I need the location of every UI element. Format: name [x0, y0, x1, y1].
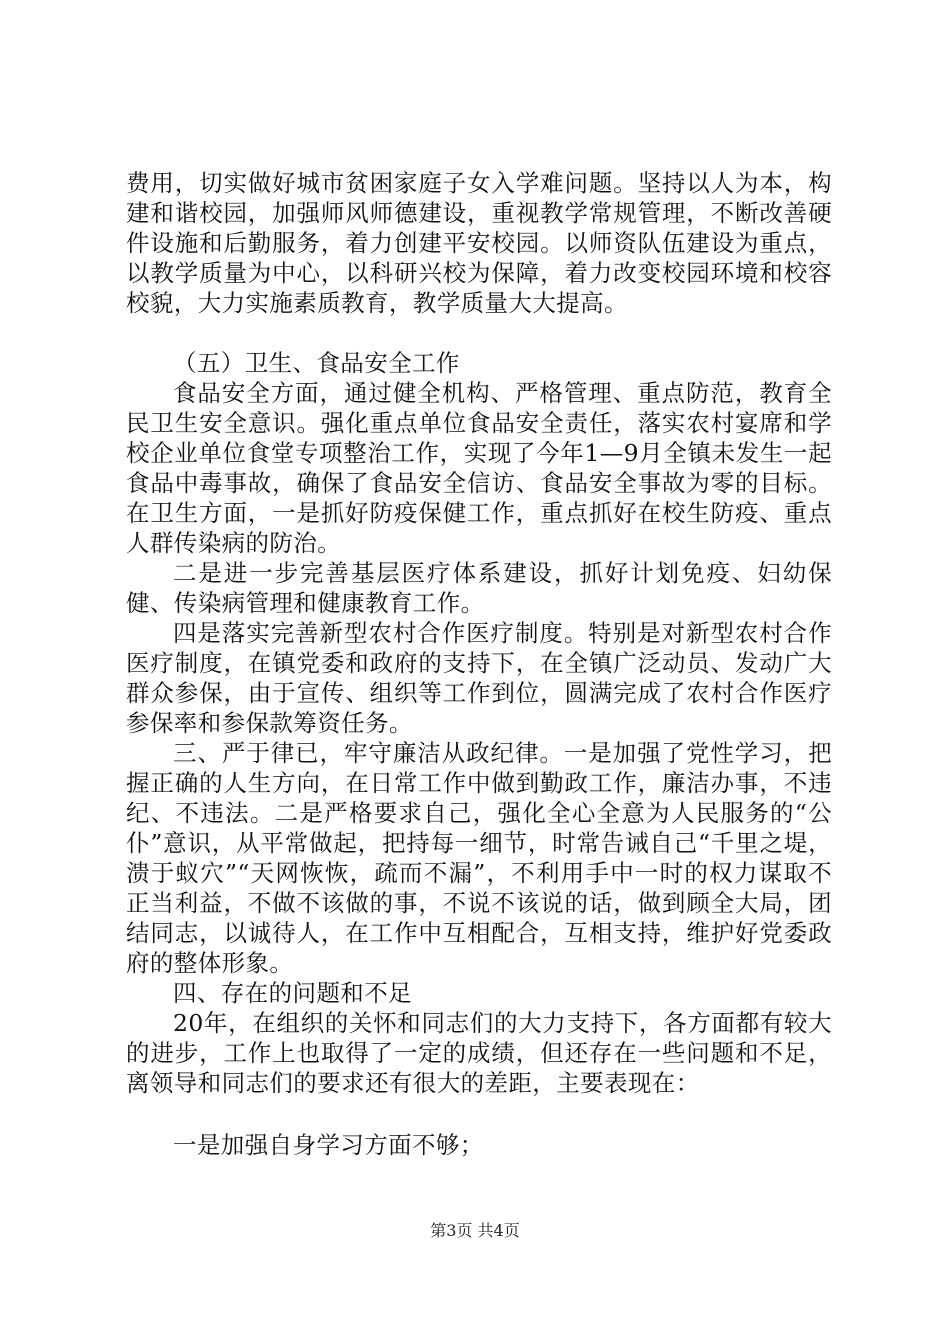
- document-body: [126, 168, 832, 1160]
- paragraph-education-continued: 费用，切实做好城市贫困家庭子女入学难问题。坚持以人为本，构建和谐校园，加强师风师德建设，重视教学常规管理，不断改善硬件设施和后勤服务，着力创建平安校园。以师资队伍建设为重点，以教学质量为中心，以科研兴校为保障，着力改变校园环境和校容校貌，大力实施素质教育，教学质量大大提高。: [126, 169, 832, 317]
- section-heading-health-food-safety: （五）卫生、食品安全工作: [173, 349, 460, 377]
- paragraph-food-safety: 食品安全方面，通过健全机构、严格管理、重点防范，教育全民卫生安全意识。强化重点单位食品安全责任，落实农村宴席和学校企业单位食堂专项整治工作，实现了今年1—9月全镇未发生一起食品中毒事故，确保了食品安全信访、食品安全事故为零的目标。在卫生方面，一是抓好防疫保健工作，重点抓好在校生防疫、重点人群传染病的防治。: [126, 379, 832, 557]
- paragraph-medical-system: 二是进一步完善基层医疗体系建设，抓好计划免疫、妇幼保健、传染病管理和健康教育工作。: [126, 559, 832, 617]
- paragraph-first-problem: 一是加强自身学习方面不够；: [173, 1131, 484, 1159]
- paragraph-rural-cooperative-medical: 四是落实完善新型农村合作医疗制度。特别是对新型农村合作医疗制度，在镇党委和政府的支持下，在全镇广泛动员、发动广大群众参保，由于宣传、组织等工作到位，圆满完成了农村合作医疗参保率和参保款筹资任务。: [126, 619, 832, 737]
- section-heading-problems: 四、存在的问题和不足: [173, 979, 412, 1007]
- paragraph-spacer: [126, 318, 832, 348]
- paragraph-self-discipline: 三、严于律已，牢守廉洁从政纪律。一是加强了党性学习，把握正确的人生方向，在日常工作中做到勤政工作，廉洁办事，不违纪、不违法。二是严格要求自己，强化全心全意为人民服务的“公仆”意识，从平常做起，把持每一细节，时常告诫自己“千里之堤，溃于蚁穴”“天网恢恢，疏而不漏”，不利用手中一时的权力谋取不正当利益，不做不该做的事，不说不该说的话，做到顾全大局，团结同志，以诚待人，在工作中互相配合，互相支持，维护好党委政府的整体形象。: [126, 739, 832, 977]
- paragraph-spacer: [126, 1098, 832, 1130]
- page-number-footer: 第3页 共4页: [430, 1221, 520, 1240]
- paragraph-problems-summary: 20年，在组织的关怀和同志们的大力支持下，各方面都有较大的进步，工作上也取得了一定的成绩，但还存在一些问题和不足，离领导和同志们的要求还有很大的差距，主要表现在：: [126, 1009, 832, 1097]
